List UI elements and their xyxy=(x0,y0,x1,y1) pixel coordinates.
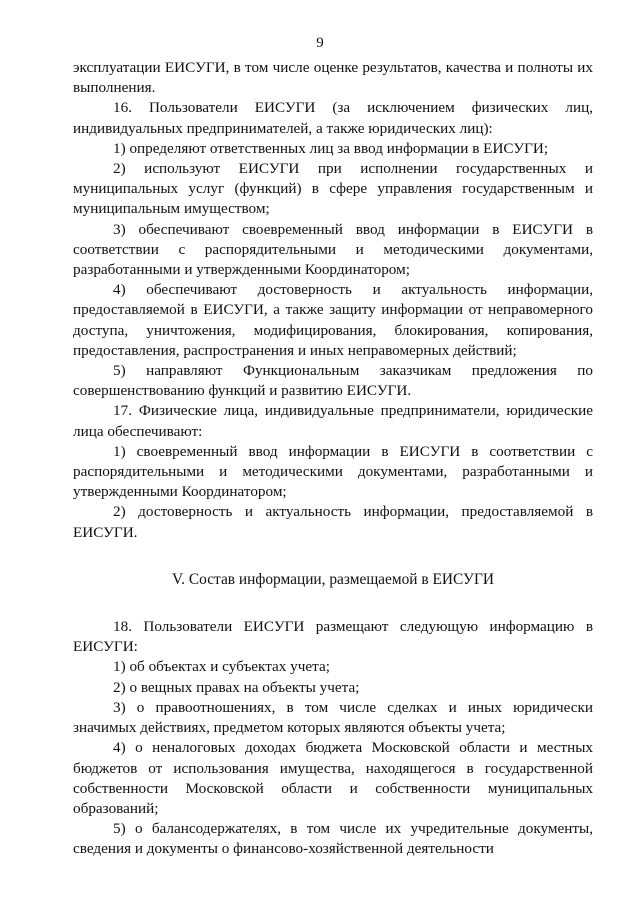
page-number: 9 xyxy=(316,35,324,51)
list-item: 5) о балансодержателях, в том числе их учредительные документы, сведения и документы о финансово-хозяйственной деятельности xyxy=(73,820,593,858)
list-item: 2) используют ЕИСУГИ при исполнении государственных и муниципальных услуг (функций) в сфере управления государственным и муниципальным имуществом; xyxy=(73,160,593,218)
list-item: 4) о неналоговых доходах бюджета Московской области и местных бюджетов от использования имущества, находящегося в государственной собственности Московской области и собственности муниципальных образований; xyxy=(73,739,593,817)
list-item: 3) обеспечивают своевременный ввод информации в ЕИСУГИ в соответствии с распорядительными и методическими документами, разработанными и утвержденными Координатором; xyxy=(73,220,593,279)
list-item: 1) своевременный ввод информации в ЕИСУГИ в соответствии с распорядительными и методическими документами, разработанными и утвержденными Координатором; xyxy=(73,442,593,501)
list-item: 5) направляют Функциональным заказчикам предложения по совершенствованию функций и развитию ЕИСУГИ. xyxy=(73,362,593,400)
list-item: 3) о правоотношениях, в том числе сделках и иных юридически значимых действиях, предметом которых являются объекты учета; xyxy=(73,698,593,737)
list-item: 2) о вещных правах на объекты учета; xyxy=(113,678,360,696)
paragraph: эксплуатации ЕИСУГИ, в том числе оценке результатов, качества и полноты их выполнения. xyxy=(73,59,593,97)
list-item: 4) обеспечивают достоверность и актуальность информации, предоставляемой в ЕИСУГИ, а также защиту информации от неправомерного доступа, уничтожения, модифицирования, блокирования, копирования, предоставления, распространения и иных неправомерных действий; xyxy=(73,281,593,359)
document-body xyxy=(73,58,593,860)
paragraph-item-16: 16. Пользователи ЕИСУГИ (за исключением физических лиц, индивидуальных предпринимателей, а также юридических лиц): xyxy=(73,99,593,137)
paragraph-item-17: 17. Физические лица, индивидуальные предприниматели, юридические лица обеспечивают: xyxy=(73,402,593,440)
paragraph-item-18: 18. Пользователи ЕИСУГИ размещают следующую информацию в ЕИСУГИ: xyxy=(73,618,593,656)
list-item: 2) достоверность и актуальность информации, предоставляемой в ЕИСУГИ. xyxy=(73,503,593,541)
list-item: 1) определяют ответственных лиц за ввод информации в ЕИСУГИ; xyxy=(113,139,549,157)
list-item: 1) об объектах и субъектах учета; xyxy=(113,658,330,676)
section-heading: V. Состав информации, размещаемой в ЕИСУГИ xyxy=(172,570,494,588)
